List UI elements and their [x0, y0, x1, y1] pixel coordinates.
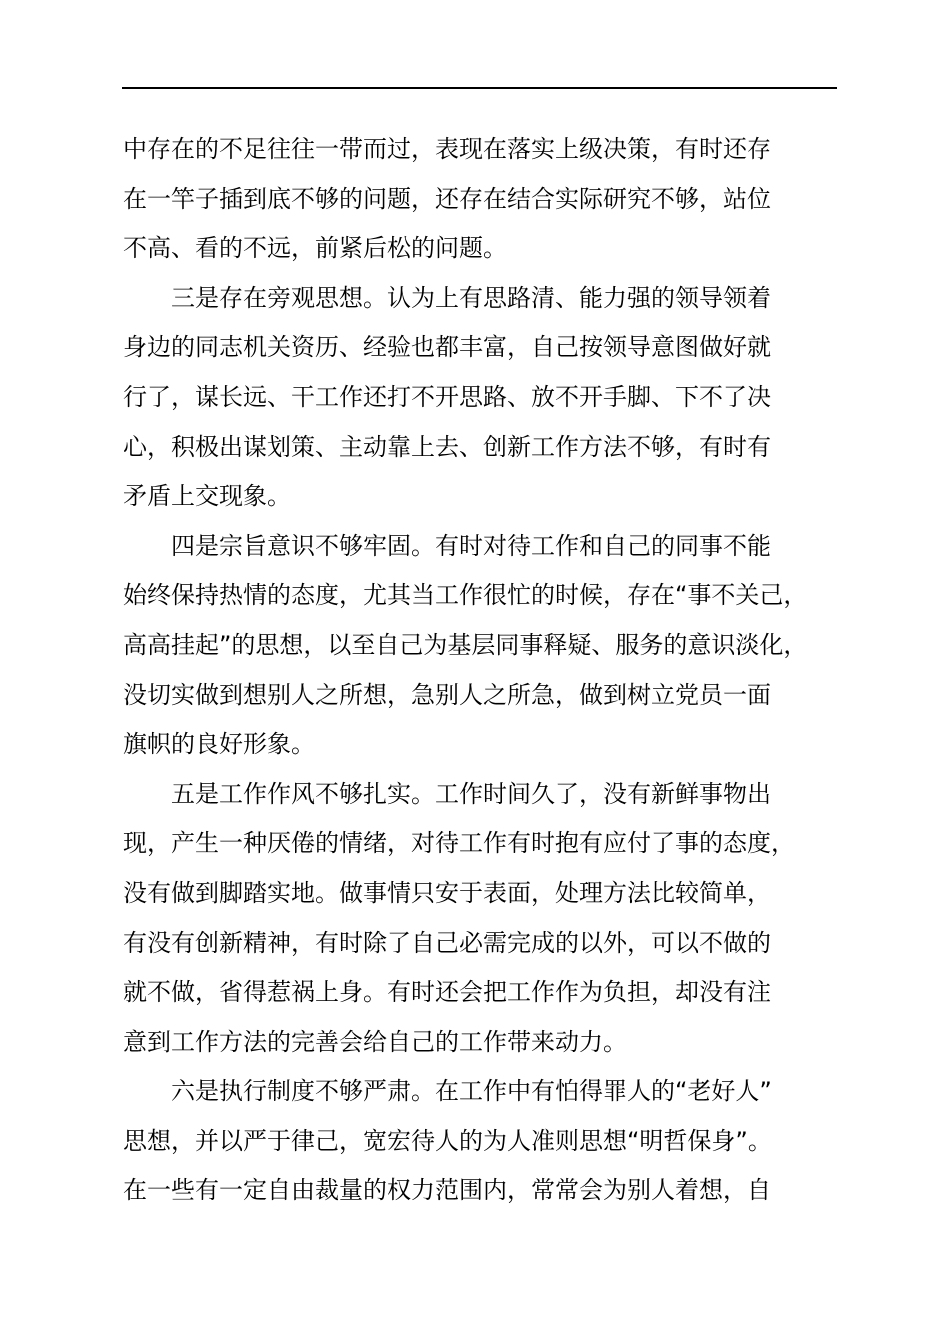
paragraph-start-line: 六是执行制度不够严肃。在工作中有怕得罪人的“老好人”	[171, 1077, 772, 1106]
text-line: 思想，并以严于律己，宽宏待人的为人准则思想“明哲保身”。	[123, 1126, 772, 1155]
text-line: 就不做，省得惹祸上身。有时还会把工作作为负担，却没有注	[123, 978, 771, 1007]
text-line: 始终保持热情的态度，尤其当工作很忙的时候，存在“事不关己，	[123, 581, 808, 610]
text-line: 在一些有一定自由裁量的权力范围内，常常会为别人着想，自	[123, 1176, 771, 1205]
text-line: 行了，谋长远、干工作还打不开思路、放不开手脚、下不了决	[123, 382, 771, 411]
text-line: 现，产生一种厌倦的情绪，对待工作有时抱有应付了事的态度，	[123, 829, 795, 858]
text-line: 矛盾上交现象。	[123, 482, 291, 511]
text-line: 心，积极出谋划策、主动靠上去、创新工作方法不够，有时有	[123, 432, 771, 461]
text-line: 意到工作方法的完善会给自己的工作带来动力。	[123, 1027, 627, 1056]
paragraph-start-line: 三是存在旁观思想。认为上有思路清、能力强的领导领着	[171, 283, 771, 312]
text-line: 不高、看的不远，前紧后松的问题。	[123, 234, 507, 263]
text-line: 没切实做到想别人之所想，急别人之所急，做到树立党员一面	[123, 680, 771, 709]
text-line: 身边的同志机关资历、经验也都丰富，自己按领导意图做好就	[123, 333, 771, 362]
header-rule	[122, 87, 837, 89]
text-line: 旗帜的良好形象。	[123, 730, 315, 759]
text-line: 高高挂起”的思想，以至自己为基层同事释疑、服务的意识淡化，	[123, 630, 808, 659]
text-line: 中存在的不足往往一带而过，表现在落实上级决策，有时还存	[123, 135, 771, 163]
text-line: 没有做到脚踏实地。做事情只安于表面，处理方法比较简单，	[123, 878, 771, 907]
paragraph-start-line: 五是工作作风不够扎实。工作时间久了，没有新鲜事物出	[171, 779, 771, 808]
paragraph-start-line: 四是宗旨意识不够牢固。有时对待工作和自己的同事不能	[171, 531, 771, 560]
text-line: 在一竿子插到底不够的问题，还存在结合实际研究不够，站位	[123, 184, 771, 213]
text-line: 有没有创新精神，有时除了自己必需完成的以外，可以不做的	[123, 928, 771, 957]
body-text	[123, 125, 843, 1216]
